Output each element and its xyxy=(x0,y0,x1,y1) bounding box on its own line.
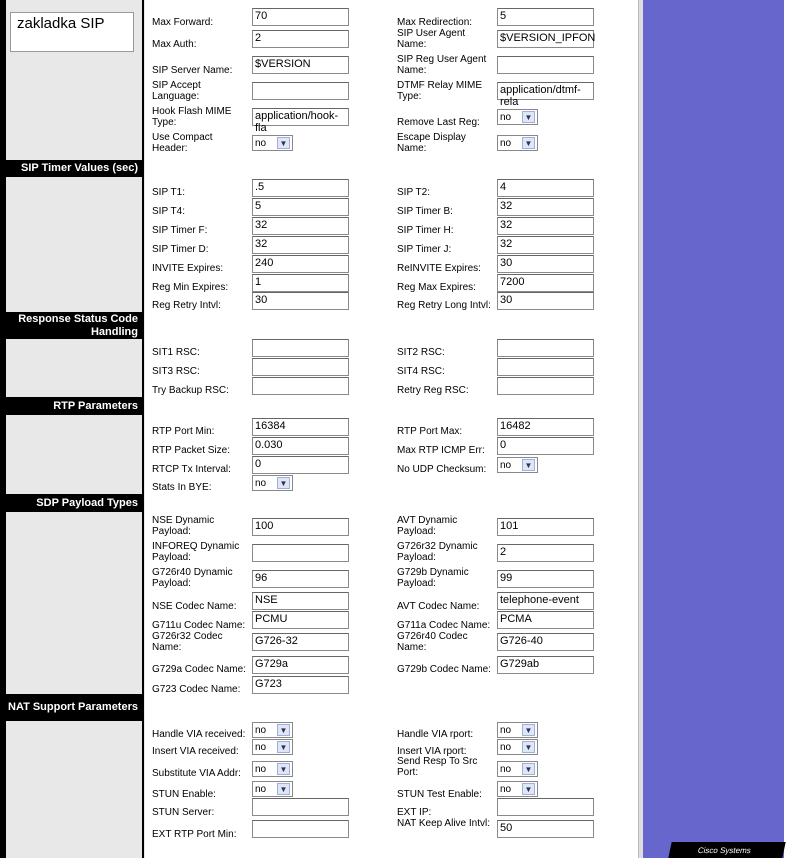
max-icmp-err-input[interactable]: 0 xyxy=(497,437,594,455)
reg-retry-intvl-label: Reg Retry Intvl: xyxy=(152,300,221,311)
sit2-label: SIT2 RSC: xyxy=(397,347,445,358)
chevron-down-icon[interactable]: ▼ xyxy=(277,763,290,775)
g726r32-codec-label: G726r32 Codec Name: xyxy=(152,631,223,653)
stun-enable-select-value: no xyxy=(255,783,267,795)
chevron-down-icon[interactable]: ▼ xyxy=(522,137,535,149)
reinvite-expires-input[interactable]: 30 xyxy=(497,255,594,273)
max-redirection-input[interactable]: 5 xyxy=(497,8,594,26)
reg-max-expires-input[interactable]: 7200 xyxy=(497,274,594,292)
nse-codec-input[interactable]: NSE xyxy=(252,592,349,610)
handle-via-received-select[interactable] xyxy=(252,722,293,738)
handle-via-received-label: Handle VIA received: xyxy=(152,729,246,740)
escape-display-name-select-value: no xyxy=(500,137,512,149)
port-max-label: RTP Port Max: xyxy=(397,426,463,437)
use-compact-header-select[interactable] xyxy=(252,135,293,151)
substitute-via-addr-select[interactable] xyxy=(252,761,293,777)
avt-codec-input[interactable]: telephone-event xyxy=(497,592,594,610)
dtmf-relay-mime-input[interactable]: application/dtmf-rela xyxy=(497,82,594,100)
g726r40-codec-label: G726r40 Codec Name: xyxy=(397,631,468,653)
section-sip-timer-values: SIP Timer Values (sec) xyxy=(6,160,143,177)
reg-max-expires-label: Reg Max Expires: xyxy=(397,282,476,293)
nat-keep-alive-intvl-label: NAT Keep Alive Intvl: xyxy=(397,818,491,829)
nse-dynamic-input[interactable]: 100 xyxy=(252,518,349,536)
t1-input[interactable]: .5 xyxy=(252,179,349,197)
stun-server-input[interactable] xyxy=(252,798,349,816)
substitute-via-addr-label: Substitute VIA Addr: xyxy=(152,768,241,779)
g726r32-codec-input[interactable]: G726-32 xyxy=(252,633,349,651)
escape-display-name-label: Escape Display Name: xyxy=(397,132,466,154)
inforeq-dynamic-label: INFOREQ Dynamic Payload: xyxy=(152,541,240,563)
retry-reg-label: Retry Reg RSC: xyxy=(397,385,469,396)
g729a-codec-label: G729a Codec Name: xyxy=(152,664,246,675)
sip-accept-language-label: SIP Accept Language: xyxy=(152,80,201,102)
g723-codec-label: G723 Codec Name: xyxy=(152,684,241,695)
stats-in-bye-label: Stats In BYE: xyxy=(152,482,212,493)
sip-reg-user-agent-label: SIP Reg User Agent Name: xyxy=(397,54,487,76)
section-rtp-parameters: RTP Parameters xyxy=(6,397,143,415)
g711a-codec-input[interactable]: PCMA xyxy=(497,611,594,629)
avt-dynamic-label: AVT Dynamic Payload: xyxy=(397,515,458,537)
reg-retry-long-intvl-input[interactable]: 30 xyxy=(497,292,594,310)
no-udp-checksum-select[interactable] xyxy=(497,457,538,473)
t4-label: SIP T4: xyxy=(152,206,185,217)
timer-f-input[interactable]: 32 xyxy=(252,217,349,235)
cisco-logo: Cisco Systems xyxy=(668,842,785,858)
tab-zakladka-sip[interactable]: zakladka SIP xyxy=(10,12,134,52)
send-resp-to-src-port-select-value: no xyxy=(500,763,512,775)
hook-flash-mime-input[interactable]: application/hook-fla xyxy=(252,108,349,126)
port-min-label: RTP Port Min: xyxy=(152,426,215,437)
stats-in-bye-select[interactable] xyxy=(252,475,293,491)
t1-label: SIP T1: xyxy=(152,187,185,198)
invite-expires-label: INVITE Expires: xyxy=(152,263,224,274)
max-auth-label: Max Auth: xyxy=(152,39,197,50)
ext-ip-label: EXT IP: xyxy=(397,807,432,818)
sit4-input[interactable] xyxy=(497,358,594,376)
insert-via-received-label: Insert VIA received: xyxy=(152,746,239,757)
insert-via-rport-label: Insert VIA rport: xyxy=(397,746,467,757)
stun-test-enable-select-value: no xyxy=(500,783,512,795)
no-udp-checksum-label: No UDP Checksum: xyxy=(397,464,487,475)
max-redirection-label: Max Redirection: xyxy=(397,17,473,28)
remove-last-reg-label: Remove Last Reg: xyxy=(397,117,480,128)
chevron-down-icon[interactable]: ▼ xyxy=(522,724,535,736)
remove-last-reg-select[interactable] xyxy=(497,109,538,125)
chevron-down-icon[interactable]: ▼ xyxy=(522,111,535,123)
insert-via-received-select-value: no xyxy=(255,741,267,753)
timer-b-input[interactable]: 32 xyxy=(497,198,594,216)
ext-rtp-port-min-input[interactable] xyxy=(252,820,349,838)
timer-h-input[interactable]: 32 xyxy=(497,217,594,235)
timer-d-input[interactable]: 32 xyxy=(252,236,349,254)
stun-test-enable-select[interactable] xyxy=(497,781,538,797)
chevron-down-icon[interactable]: ▼ xyxy=(522,763,535,775)
timer-f-label: SIP Timer F: xyxy=(152,225,208,236)
insert-via-rport-select-value: no xyxy=(500,741,512,753)
timer-b-label: SIP Timer B: xyxy=(397,206,453,217)
section-nat-support-parameters: NAT Support Parameters xyxy=(6,694,143,721)
g726r40-codec-input[interactable]: G726-40 xyxy=(497,633,594,651)
chevron-down-icon[interactable]: ▼ xyxy=(522,741,535,753)
t2-input[interactable]: 4 xyxy=(497,179,594,197)
sip-server-name-input[interactable]: $VERSION xyxy=(252,56,349,74)
g711a-codec-label: G711a Codec Name: xyxy=(397,620,491,631)
port-min-input[interactable]: 16384 xyxy=(252,418,349,436)
timer-j-label: SIP Timer J: xyxy=(397,244,452,255)
g729b-dynamic-label: G729b Dynamic Payload: xyxy=(397,567,469,589)
reg-retry-long-intvl-label: Reg Retry Long Intvl: xyxy=(397,300,491,311)
g726r32-dynamic-label: G726r32 Dynamic Payload: xyxy=(397,541,478,563)
substitute-via-addr-select-value: no xyxy=(255,763,267,775)
g729b-codec-label: G729b Codec Name: xyxy=(397,664,491,675)
chevron-down-icon[interactable]: ▼ xyxy=(277,477,290,489)
max-forward-input[interactable]: 70 xyxy=(252,8,349,26)
sip-server-name-label: SIP Server Name: xyxy=(152,65,233,76)
max-icmp-err-label: Max RTP ICMP Err: xyxy=(397,445,485,456)
left-edge xyxy=(0,0,6,858)
try-backup-label: Try Backup RSC: xyxy=(152,385,229,396)
handle-via-rport-select[interactable] xyxy=(497,722,538,738)
ext-rtp-port-min-label: EXT RTP Port Min: xyxy=(152,829,237,840)
avt-dynamic-input[interactable]: 101 xyxy=(497,518,594,536)
max-auth-input[interactable]: 2 xyxy=(252,30,349,48)
g729a-codec-input[interactable]: G729a xyxy=(252,656,349,674)
stun-test-enable-label: STUN Test Enable: xyxy=(397,789,482,800)
g711u-codec-input[interactable]: PCMU xyxy=(252,611,349,629)
handle-via-received-select-value: no xyxy=(255,724,267,736)
sip-user-agent-label: SIP User Agent Name: xyxy=(397,28,466,50)
use-compact-header-select-value: no xyxy=(255,137,267,149)
insert-via-rport-select[interactable] xyxy=(497,739,538,755)
stun-enable-select[interactable] xyxy=(252,781,293,797)
timer-h-label: SIP Timer H: xyxy=(397,225,454,236)
g729b-codec-input[interactable]: G729ab xyxy=(497,656,594,674)
t2-label: SIP T2: xyxy=(397,187,430,198)
use-compact-header-label: Use Compact Header: xyxy=(152,132,213,154)
remove-last-reg-select-value: no xyxy=(500,111,512,123)
stats-in-bye-select-value: no xyxy=(255,477,267,489)
g726r40-dynamic-label: G726r40 Dynamic Payload: xyxy=(152,567,233,589)
try-backup-input[interactable] xyxy=(252,377,349,395)
sit1-label: SIT1 RSC: xyxy=(152,347,200,358)
handle-via-rport-label: Handle VIA rport: xyxy=(397,729,474,740)
rtcp-tx-interval-input[interactable]: 0 xyxy=(252,456,349,474)
dtmf-relay-mime-label: DTMF Relay MIME Type: xyxy=(397,80,482,102)
no-udp-checksum-select-value: no xyxy=(500,459,512,471)
g729b-dynamic-input[interactable]: 99 xyxy=(497,570,594,588)
max-forward-label: Max Forward: xyxy=(152,17,214,28)
chevron-down-icon[interactable]: ▼ xyxy=(522,783,535,795)
stun-enable-label: STUN Enable: xyxy=(152,789,216,800)
port-max-input[interactable]: 16482 xyxy=(497,418,594,436)
reinvite-expires-label: ReINVITE Expires: xyxy=(397,263,481,274)
g726r32-dynamic-input[interactable]: 2 xyxy=(497,544,594,562)
left-panel xyxy=(0,0,145,858)
g726r40-dynamic-input[interactable]: 96 xyxy=(252,570,349,588)
rtcp-tx-interval-label: RTCP Tx Interval: xyxy=(152,464,231,475)
chevron-down-icon[interactable]: ▼ xyxy=(522,459,535,471)
send-resp-to-src-port-select[interactable] xyxy=(497,761,538,777)
insert-via-received-select[interactable] xyxy=(252,739,293,755)
sit3-input[interactable] xyxy=(252,358,349,376)
send-resp-to-src-port-label: Send Resp To Src Port: xyxy=(397,756,478,778)
invite-expires-input[interactable]: 240 xyxy=(252,255,349,273)
reg-retry-intvl-input[interactable]: 30 xyxy=(252,292,349,310)
section-sdp-payload-types: SDP Payload Types xyxy=(6,494,143,512)
nse-codec-label: NSE Codec Name: xyxy=(152,601,237,612)
sip-user-agent-input[interactable]: $VERSION_IPFON xyxy=(497,30,594,48)
sit2-input[interactable] xyxy=(497,339,594,357)
packet-size-input[interactable]: 0.030 xyxy=(252,437,349,455)
g723-codec-input[interactable]: G723 xyxy=(252,676,349,694)
packet-size-label: RTP Packet Size: xyxy=(152,445,230,456)
reg-min-expires-label: Reg Min Expires: xyxy=(152,282,229,293)
panel-divider xyxy=(142,0,144,858)
chevron-down-icon[interactable]: ▼ xyxy=(277,783,290,795)
section-response-status-code-handling: Response Status Code Handling xyxy=(6,312,143,339)
sip-reg-user-agent-input[interactable] xyxy=(497,56,594,74)
escape-display-name-select[interactable] xyxy=(497,135,538,151)
t4-input[interactable]: 5 xyxy=(252,198,349,216)
sit3-label: SIT3 RSC: xyxy=(152,366,200,377)
timer-j-input[interactable]: 32 xyxy=(497,236,594,254)
chevron-down-icon[interactable]: ▼ xyxy=(277,137,290,149)
avt-codec-label: AVT Codec Name: xyxy=(397,601,480,612)
sip-accept-language-input[interactable] xyxy=(252,82,349,100)
handle-via-rport-select-value: no xyxy=(500,724,512,736)
chevron-down-icon[interactable]: ▼ xyxy=(277,724,290,736)
g711u-codec-label: G711u Codec Name: xyxy=(152,620,246,631)
right-panel xyxy=(643,0,784,858)
nse-dynamic-label: NSE Dynamic Payload: xyxy=(152,515,215,537)
timer-d-label: SIP Timer D: xyxy=(152,244,209,255)
inforeq-dynamic-input[interactable] xyxy=(252,544,349,562)
reg-min-expires-input[interactable]: 1 xyxy=(252,274,349,292)
ext-ip-input[interactable] xyxy=(497,798,594,816)
retry-reg-input[interactable] xyxy=(497,377,594,395)
stun-server-label: STUN Server: xyxy=(152,807,215,818)
sit1-input[interactable] xyxy=(252,339,349,357)
chevron-down-icon[interactable]: ▼ xyxy=(277,741,290,753)
hook-flash-mime-label: Hook Flash MIME Type: xyxy=(152,106,232,128)
nat-keep-alive-intvl-input[interactable]: 50 xyxy=(497,820,594,838)
sit4-label: SIT4 RSC: xyxy=(397,366,445,377)
